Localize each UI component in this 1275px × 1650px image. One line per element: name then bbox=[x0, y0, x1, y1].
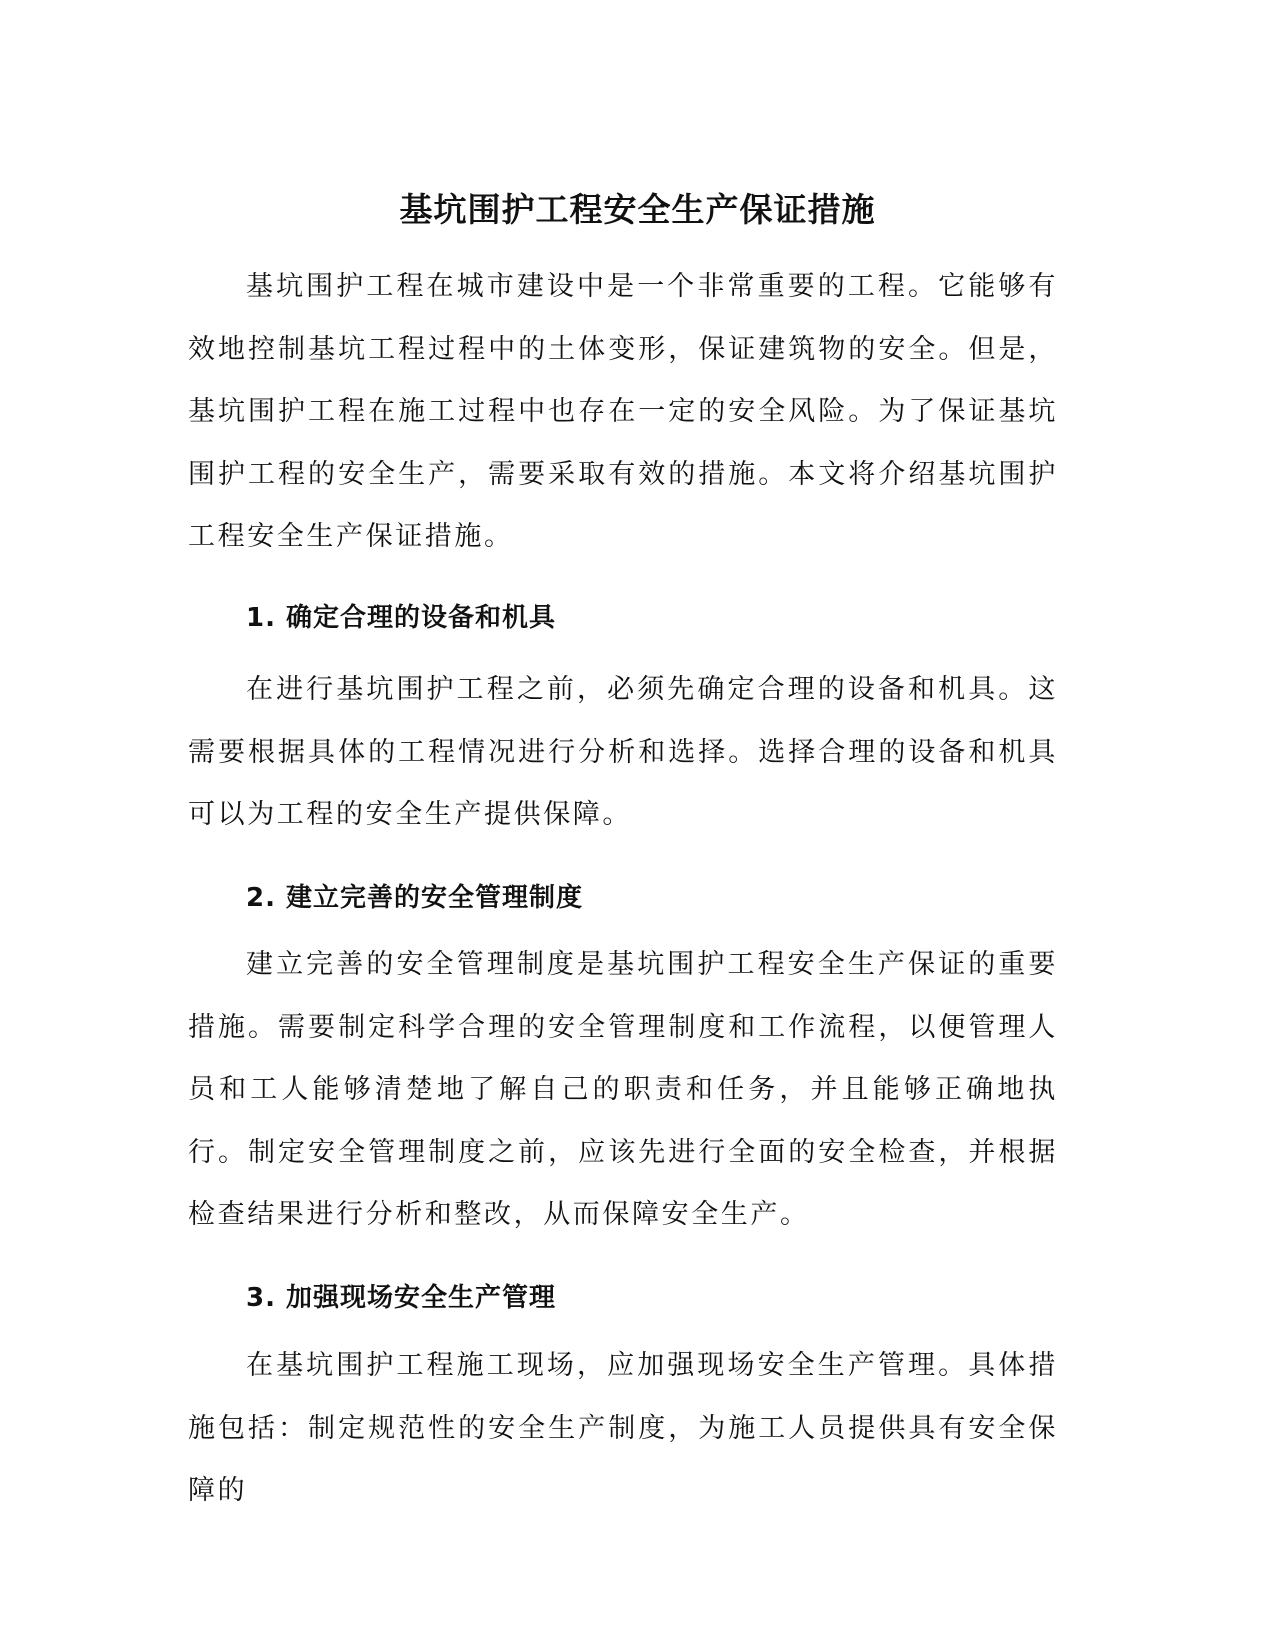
intro-paragraph: 基坑围护工程在城市建设中是一个非常重要的工程。它能够有效地控制基坑工程过程中的土体变形，保证建筑物的安全。但是，基坑围护工程在施工过程中也存在一定的安全风险。为了保证基坑围护工程的安全生产，需要采取有效的措施。本文将介绍基坑围护工程安全生产保证措施。 bbox=[188, 271, 1058, 552]
section-1-heading-block bbox=[188, 598, 1058, 638]
section-3-heading-block bbox=[188, 1278, 1058, 1318]
section-paragraph: 在基坑围护工程施工现场，应加强现场安全生产管理。具体措施包括：制定规范性的安全生产制度，为施工人员提供具有安全保障的 bbox=[188, 1350, 1058, 1506]
section-heading: 1. 确定合理的设备和机具 bbox=[246, 603, 557, 633]
section-2-body bbox=[188, 934, 1058, 1247]
section-heading: 2. 建立完善的安全管理制度 bbox=[246, 883, 584, 913]
document-title: 基坑围护工程安全生产保证措施 bbox=[399, 190, 876, 229]
section-1-body bbox=[188, 659, 1058, 847]
intro-block bbox=[188, 256, 1058, 569]
section-heading: 3. 加强现场安全生产管理 bbox=[246, 1283, 557, 1313]
section-3-body bbox=[188, 1335, 1058, 1523]
section-paragraph: 建立完善的安全管理制度是基坑围护工程安全生产保证的重要措施。需要制定科学合理的安全管理制度和工作流程，以便管理人员和工人能够清楚地了解自己的职责和任务，并且能够正确地执行。制定安全管理制度之前，应该先进行全面的安全检查，并根据检查结果进行分析和整改，从而保障安全生产。 bbox=[188, 949, 1058, 1230]
section-2-heading-block bbox=[188, 878, 1058, 918]
section-paragraph: 在进行基坑围护工程之前，必须先确定合理的设备和机具。这需要根据具体的工程情况进行分析和选择。选择合理的设备和机具可以为工程的安全生产提供保障。 bbox=[188, 674, 1058, 830]
